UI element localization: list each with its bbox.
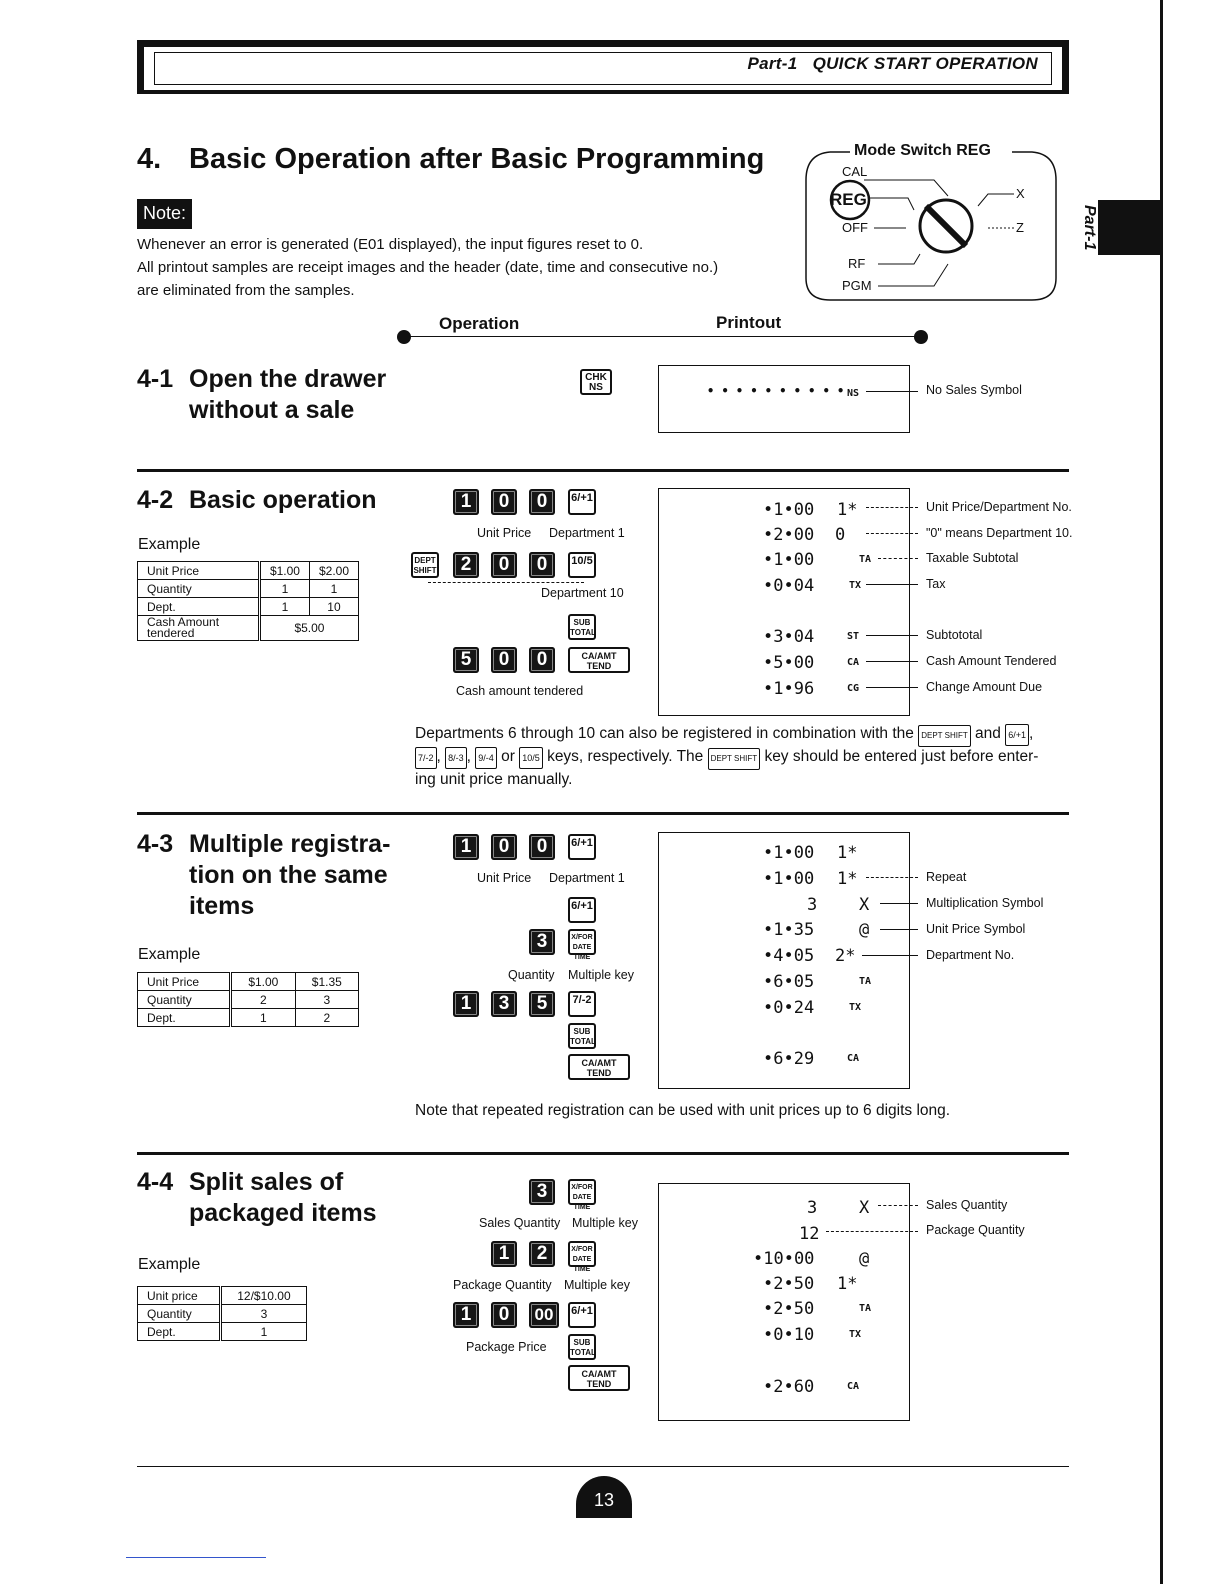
- leader: [826, 1231, 918, 1233]
- key-0[interactable]: 0: [529, 552, 555, 578]
- receipt-line-symbol: 0: [835, 525, 846, 545]
- callout: Unit Price Symbol: [926, 922, 1026, 936]
- receipt-line-symbol: TX: [849, 1002, 862, 1013]
- section-4-2-number: 4-2: [137, 486, 174, 514]
- receipt-line-amount: •2•60: [763, 1377, 815, 1397]
- receipt-line-amount: •1•00: [763, 550, 815, 570]
- dept-7-icon: 7/-2: [415, 747, 437, 769]
- label-unit-price: Unit Price: [477, 871, 532, 885]
- dept-shift-icon: DEPT SHIFT: [918, 725, 971, 747]
- table-cell: Quantity: [138, 580, 260, 598]
- key-1[interactable]: 1: [453, 1302, 479, 1328]
- key-0[interactable]: 0: [529, 489, 555, 515]
- table-cell: Unit Price: [138, 973, 231, 991]
- receipt-line-symbol: TA: [859, 1303, 872, 1314]
- dept-6-key[interactable]: 6/+1: [568, 897, 596, 923]
- leader: [878, 558, 918, 560]
- key-00[interactable]: 00: [529, 1302, 559, 1328]
- table-cell: Dept.: [138, 1009, 231, 1027]
- table-cell: 1: [231, 1009, 296, 1027]
- multiply-key[interactable]: X/FOR DATE TIME: [568, 1179, 596, 1205]
- receipt-line-amount: 3: [807, 1198, 818, 1218]
- leader: [866, 533, 918, 535]
- table-cell: Unit Price: [138, 562, 260, 580]
- receipt-4-1: [658, 365, 910, 433]
- receipt-line-amount: •6•29: [763, 1049, 815, 1069]
- receipt-line-amount: •3•04: [763, 627, 815, 647]
- label-cash-amount: Cash amount tendered: [456, 684, 584, 698]
- key-2[interactable]: 2: [453, 552, 479, 578]
- receipt-line-amount: •2•00: [763, 525, 815, 545]
- table-cell: $1.00: [259, 562, 309, 580]
- note-text: and: [975, 725, 1001, 742]
- receipt-line-symbol: 1*: [837, 500, 858, 520]
- mode-z: Z: [1016, 220, 1024, 235]
- table-row: [138, 973, 359, 991]
- receipt-line-symbol: 2*: [835, 946, 856, 966]
- section-4-1-title-1: Open the drawer: [189, 365, 387, 393]
- dept-6-key[interactable]: 6/+1: [568, 1302, 596, 1328]
- key-1[interactable]: 1: [491, 1241, 517, 1267]
- receipt-line-symbol: TX: [849, 1329, 862, 1340]
- label-department-1: Department 1: [549, 871, 625, 885]
- receipt-line-amount: •1•35: [763, 920, 815, 940]
- label-department-1: Department 1: [549, 526, 625, 540]
- ca-amt-tend-key[interactable]: CA/AMT TEND: [568, 647, 630, 673]
- mode-rf: RF: [848, 256, 866, 271]
- multiply-key[interactable]: X/FOR DATE TIME: [568, 929, 596, 955]
- section-4-3-number: 4-3: [137, 830, 174, 858]
- mode-cal: CAL: [842, 164, 868, 179]
- example-4-2-label: Example: [138, 536, 201, 553]
- chk-ns-key[interactable]: CHK NS: [580, 369, 612, 395]
- rule-dot-right: [914, 330, 928, 344]
- callout: Tax: [926, 577, 946, 591]
- table-cell: Cash Amount tendered: [138, 616, 260, 641]
- dept-6-key[interactable]: 6/+1: [568, 834, 596, 860]
- leader: [880, 929, 918, 930]
- leader: [866, 507, 918, 509]
- table-row: [138, 580, 359, 598]
- receipt-line-symbol: TX: [849, 580, 862, 591]
- callout: Cash Amount Tendered: [926, 654, 1057, 668]
- receipt-line-amount: •1•00: [763, 500, 815, 520]
- ca-amt-tend-key[interactable]: CA/AMT TEND: [568, 1054, 630, 1080]
- receipt-line-amount: •2•50: [763, 1299, 815, 1319]
- note-line-1: Whenever an error is generated (E01 displayed), the input figures reset to 0.: [137, 236, 644, 253]
- receipt-line-symbol: CA: [847, 1381, 860, 1392]
- key-2[interactable]: 2: [529, 1241, 555, 1267]
- table-cell: 2: [231, 991, 296, 1009]
- page-edge-rule: [1160, 0, 1163, 1584]
- receipt-line-amount: •0•24: [763, 998, 815, 1018]
- receipt-line-amount: •0•10: [763, 1325, 815, 1345]
- label-multiple-key: Multiple key: [572, 1216, 638, 1230]
- mode-pgm: PGM: [842, 278, 872, 293]
- receipt-line-amount: •0•04: [763, 576, 815, 596]
- example-4-3-label: Example: [138, 946, 201, 963]
- leader-4-1: [866, 391, 918, 392]
- leader: [866, 661, 918, 662]
- table-cell: 12/$10.00: [220, 1287, 306, 1305]
- receipt-line-symbol: CG: [847, 683, 860, 694]
- leader: [866, 635, 918, 636]
- mode-off: OFF: [842, 220, 868, 235]
- label-multiple-key: Multiple key: [568, 968, 634, 982]
- example-4-3-table: [137, 972, 359, 1027]
- callout: Taxable Subtotal: [926, 551, 1019, 565]
- note-line-3: are eliminated from the samples.: [137, 282, 355, 299]
- section-4-3-title-3: items: [189, 892, 255, 920]
- label-unit-price: Unit Price: [477, 526, 532, 540]
- note-text: key should be entered just before enter-: [764, 748, 1039, 765]
- note-line-2: All printout samples are receipt images and the header (date, time and consecutive no.): [137, 259, 719, 276]
- receipt-line-symbol: @: [859, 920, 870, 940]
- page-number: 13: [576, 1476, 632, 1518]
- callout: Change Amount Due: [926, 680, 1043, 694]
- receipt-4-1-dots: • • • • • • • • • •: [707, 384, 845, 398]
- dept-10-key[interactable]: 10/5: [568, 552, 596, 578]
- table-row: [138, 598, 359, 616]
- footer-rule: [137, 1466, 1069, 1467]
- receipt-line-symbol: @: [859, 1249, 870, 1269]
- table-row: [138, 1323, 307, 1341]
- receipt-4-4: [658, 1183, 910, 1421]
- key-1[interactable]: 1: [453, 489, 479, 515]
- callout: Sales Quantity: [926, 1198, 1008, 1212]
- receipt-line-amount: •6•05: [763, 972, 815, 992]
- footnote-link-rule: [126, 1557, 266, 1558]
- table-cell: Dept.: [138, 1323, 221, 1341]
- label-package-price: Package Price: [466, 1340, 547, 1354]
- multiply-key[interactable]: X/FOR DATE TIME: [568, 1241, 596, 1267]
- dept-shift-icon: DEPT SHIFT: [708, 748, 761, 770]
- receipt-line-amount: •1•00: [763, 843, 815, 863]
- table-cell: 3: [220, 1305, 306, 1323]
- table-cell: $1.00: [231, 973, 296, 991]
- mode-switch-diagram: [802, 140, 1058, 302]
- table-cell: Quantity: [138, 1305, 221, 1323]
- header-title: [748, 54, 1039, 74]
- key-0[interactable]: 0: [529, 834, 555, 860]
- note-text: Departments 6 through 10 can also be registered in combination with the: [415, 725, 914, 742]
- dept-8-icon: 8/-3: [445, 747, 467, 769]
- section-4-1-title-2: without a sale: [189, 396, 355, 424]
- table-cell: $2.00: [309, 562, 358, 580]
- receipt-line-symbol: 1*: [837, 869, 858, 889]
- table-cell: 3: [295, 991, 358, 1009]
- callout: Subtototal: [926, 628, 983, 642]
- note-text: or: [501, 748, 515, 765]
- printout-column-label: Printout: [716, 313, 782, 332]
- label-multiple-key: Multiple key: [564, 1278, 630, 1292]
- table-row: [138, 1305, 307, 1323]
- key-5[interactable]: 5: [453, 647, 479, 673]
- table-row: [138, 562, 359, 580]
- receipt-line-symbol: CA: [847, 1053, 860, 1064]
- dept-10-icon: 10/5: [519, 747, 543, 769]
- callout: Department No.: [926, 948, 1015, 962]
- header-part-label: Part-1: [747, 54, 798, 73]
- mode-switch-title: Mode Switch REG: [854, 142, 991, 159]
- mode-x: X: [1016, 186, 1025, 201]
- section-4-4-title-2: packaged items: [189, 1199, 377, 1227]
- receipt-line-symbol: 1*: [837, 1274, 858, 1294]
- divider-4-2: [137, 469, 1069, 472]
- leader-dept-10: [428, 582, 584, 584]
- example-4-4-table: [137, 1286, 307, 1341]
- note-text: [137, 233, 797, 302]
- receipt-line-amount: •10•00: [753, 1249, 815, 1269]
- table-row: [138, 1009, 359, 1027]
- subtotal-key[interactable]: SUB TOTAL: [568, 1023, 596, 1049]
- table-cell: 10: [309, 598, 358, 616]
- mode-reg: REG: [830, 190, 867, 209]
- section-4-1-heading: [137, 364, 397, 428]
- section-4-3-title-2: tion on the same: [189, 861, 388, 889]
- leader: [878, 1205, 918, 1207]
- section-number: 4.: [137, 143, 162, 175]
- key-1[interactable]: 1: [453, 991, 479, 1017]
- table-cell: $1.35: [295, 973, 358, 991]
- section-4-1-number: 4-1: [137, 365, 174, 393]
- example-4-2-table: [137, 561, 359, 641]
- subtotal-key[interactable]: SUB TOTAL: [568, 614, 596, 640]
- callout: Repeat: [926, 870, 967, 884]
- page-header: [137, 40, 1069, 94]
- key-0[interactable]: 0: [491, 552, 517, 578]
- label-sales-quantity: Sales Quantity: [479, 1216, 561, 1230]
- label-quantity: Quantity: [508, 968, 555, 982]
- label-package-quantity: Package Quantity: [453, 1278, 552, 1292]
- callout: Package Quantity: [926, 1223, 1025, 1237]
- receipt-line-symbol: ST: [847, 631, 860, 642]
- section-4-3-title-1: Multiple registra-: [189, 830, 391, 858]
- receipt-line-amount: •2•50: [763, 1274, 815, 1294]
- note-4-2-line: ing unit price manually.: [415, 771, 573, 788]
- table-cell: $5.00: [259, 616, 358, 641]
- key-3[interactable]: 3: [491, 991, 517, 1017]
- section-4-2-title: Basic operation: [189, 486, 377, 514]
- section-4-4-heading: [137, 1167, 397, 1231]
- key-0[interactable]: 0: [491, 489, 517, 515]
- receipt-line-amount: •1•00: [763, 869, 815, 889]
- header-chapter-title: QUICK START OPERATION: [812, 54, 1038, 73]
- receipt-line-amount: •5•00: [763, 653, 815, 673]
- receipt-4-2: [658, 488, 910, 716]
- divider-4-3: [137, 812, 1069, 815]
- leader: [866, 584, 918, 585]
- key-0[interactable]: 0: [529, 647, 555, 673]
- dept-7-key[interactable]: 7/-2: [568, 991, 596, 1017]
- receipt-line-symbol: TA: [859, 554, 872, 565]
- receipt-line-symbol: X: [859, 1198, 870, 1218]
- note-text: keys, respectively. The: [547, 748, 704, 765]
- section-4-4-number: 4-4: [137, 1168, 174, 1196]
- key-1[interactable]: 1: [453, 834, 479, 860]
- table-cell: 1: [309, 580, 358, 598]
- table-cell: Unit price: [138, 1287, 221, 1305]
- label-department-10: Department 10: [541, 586, 624, 600]
- leader: [866, 877, 918, 879]
- receipt-4-1-symbol: NS: [847, 388, 860, 399]
- section-4-4-title-1: Split sales of: [189, 1168, 344, 1196]
- table-row: [138, 1287, 307, 1305]
- table-cell: Dept.: [138, 598, 260, 616]
- dept-9-icon: 9/-4: [475, 747, 497, 769]
- receipt-line-symbol: X: [859, 895, 870, 915]
- ca-amt-tend-key[interactable]: CA/AMT TEND: [568, 1365, 630, 1391]
- dept-6-icon: 6/+1: [1005, 724, 1029, 746]
- receipt-line-amount: •4•05: [763, 946, 815, 966]
- receipt-line-amount: 12: [799, 1224, 820, 1244]
- example-4-4-label: Example: [138, 1256, 201, 1273]
- subtotal-key[interactable]: SUB TOTAL: [568, 1334, 596, 1360]
- column-header-rule: [404, 336, 920, 337]
- dept-shift-key[interactable]: DEPT SHIFT: [411, 552, 439, 578]
- section-title: Basic Operation after Basic Programming: [189, 143, 765, 175]
- key-0[interactable]: 0: [491, 834, 517, 860]
- side-tab: [1098, 200, 1160, 255]
- callout: "0" means Department 10.: [926, 526, 1073, 540]
- table-cell: 2: [295, 1009, 358, 1027]
- note-4-3: Note that repeated registration can be used with unit prices up to 6 digits long.: [415, 1102, 951, 1119]
- operation-column-label: Operation: [439, 314, 520, 333]
- key-0[interactable]: 0: [491, 647, 517, 673]
- table-cell: 1: [259, 598, 309, 616]
- table-row: [138, 991, 359, 1009]
- table-cell: 1: [259, 580, 309, 598]
- callout: Unit Price/Department No.: [926, 500, 1072, 514]
- key-0[interactable]: 0: [491, 1302, 517, 1328]
- key-3[interactable]: 3: [529, 929, 555, 955]
- note-4-2: [415, 724, 1075, 790]
- receipt-line-amount: •1•96: [763, 679, 815, 699]
- receipt-4-3: [658, 832, 910, 1089]
- callout: Multiplication Symbol: [926, 896, 1044, 910]
- callout-no-sales: No Sales Symbol: [926, 383, 1022, 397]
- table-cell: 1: [220, 1323, 306, 1341]
- key-3[interactable]: 3: [529, 1179, 555, 1205]
- leader: [862, 955, 918, 956]
- receipt-line-symbol: TA: [859, 976, 872, 987]
- table-row: [138, 616, 359, 641]
- leader: [880, 903, 918, 904]
- key-5[interactable]: 5: [529, 991, 555, 1017]
- receipt-line-amount: 3: [807, 895, 818, 915]
- note-4-2-line: Departments 6 through 10 can also be registered in combination with the DEPT SHIFT and 6/+1 ,: [415, 724, 1075, 747]
- table-cell: Quantity: [138, 991, 231, 1009]
- section-4-3-heading: [137, 829, 397, 925]
- receipt-line-symbol: 1*: [837, 843, 858, 863]
- section-4-2-heading: [137, 485, 397, 519]
- dept-6-key[interactable]: 6/+1: [568, 489, 596, 515]
- side-tab-label: Part-1: [1081, 205, 1098, 251]
- rule-dot-left: [397, 330, 411, 344]
- divider-4-4: [137, 1152, 1069, 1155]
- note-badge: Note:: [137, 199, 192, 229]
- receipt-line-symbol: CA: [847, 657, 860, 668]
- leader: [866, 687, 918, 688]
- note-4-2-line: 7/-2 , 8/-3 , 9/-4 or 10/5 keys, respectively. The DEPT SHIFT key should be entered just before enter-: [415, 747, 1075, 770]
